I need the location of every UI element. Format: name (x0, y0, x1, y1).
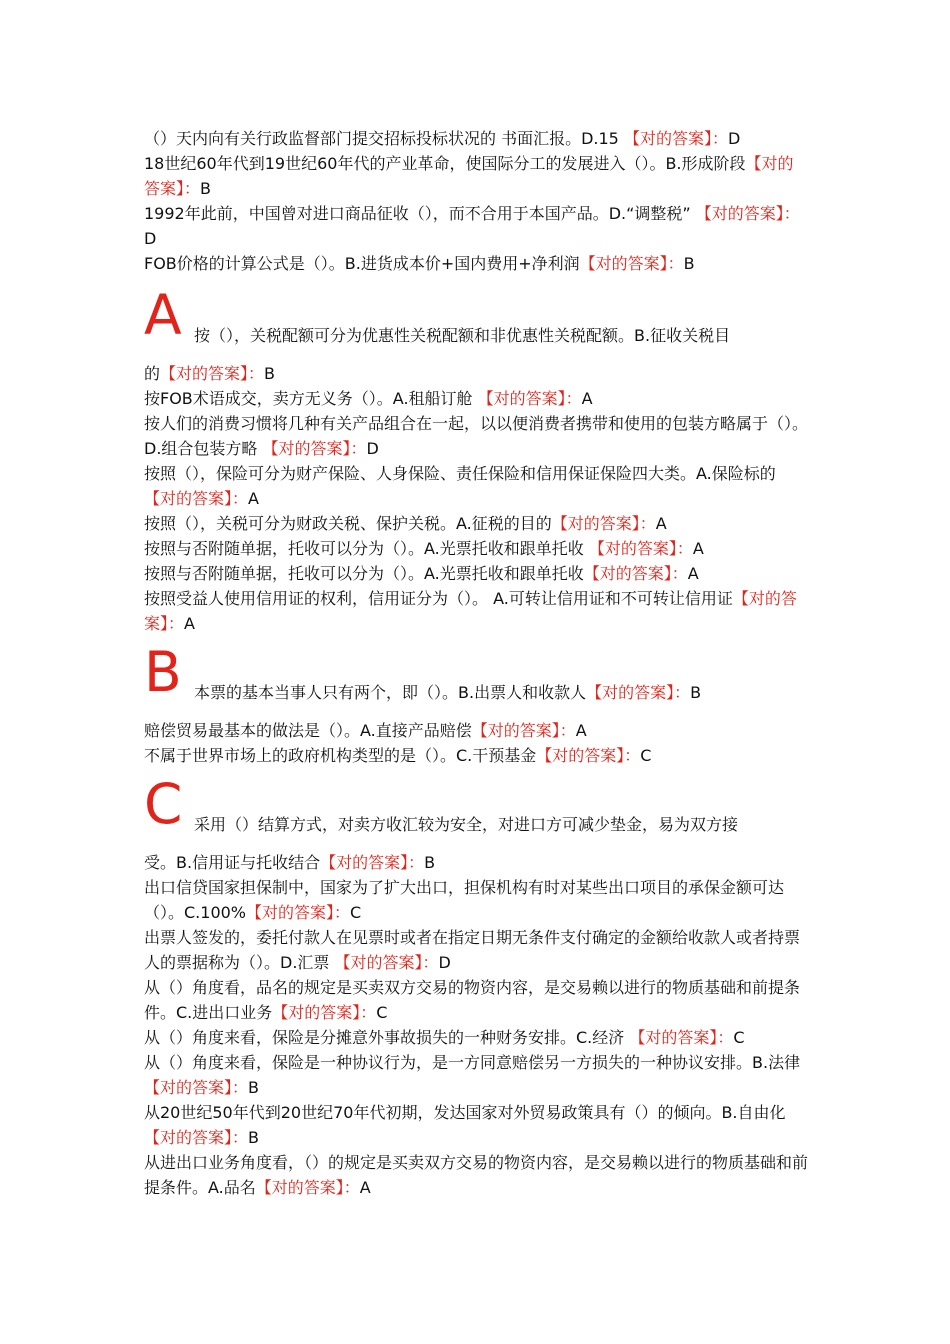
question-item: （）天内向有关行政监督部门提交招标投标状况的 书面汇报。D.15 【对的答案】：D (144, 129, 741, 148)
answer-label: 【对的答案】： (629, 1028, 734, 1047)
intro-question-list (144, 126, 809, 276)
question-item: 的【对的答案】：B (144, 364, 276, 383)
question-item: 1992年此前，中国曾对进口商品征收（），而不合用于本国产品。D.“调整税” 【对的答案】：D (144, 204, 800, 248)
answer-label: 【对的答案】： (144, 489, 249, 508)
question-item: 按照（），保险可分为财产保险、人身保险、责任保险和信用保证保险四大类。A.保险标的 【对的答案】：A (144, 464, 776, 508)
question-item: 不属于世界市场上的政府机构类型的是（）。C.干预基金【对的答案】：C (144, 746, 652, 765)
section-intro: 按（），关税配额可分为优惠性关税配额和非优惠性关税配额。B.征收关税目 (194, 326, 731, 345)
section-b-header (144, 640, 809, 707)
question-item: 按人们的消费习惯将几种有关产品组合在一起，以以便消费者携带和使用的包装方略属于（）。D.组合包装方略 【对的答案】：D (144, 414, 809, 458)
answer-label: 【对的答案】： (262, 439, 367, 458)
question-item: 按照与否附随单据，托收可以分为（）。A.光票托收和跟单托收 【对的答案】：A (144, 539, 704, 558)
document-page (144, 126, 809, 1200)
answer-label: 【对的答案】： (586, 683, 691, 702)
answer-label: 【对的答案】： (477, 389, 582, 408)
answer-label: 【对的答案】： (623, 129, 728, 148)
question-item: 按照（），关税可分为财政关税、保护关税。A.征税的目的【对的答案】：A (144, 514, 667, 533)
section-intro: 本票的基本当事人只有两个，即（）。B.出票人和收款人【对的答案】：B (194, 683, 702, 702)
section-c-header (144, 772, 809, 839)
section-intro: 采用（）结算方式，对卖方收汇较为安全，对进口方可减少垫金，易为双方接 (194, 815, 739, 834)
section-letter: C (144, 772, 183, 836)
answer-label: 【对的答案】： (695, 204, 800, 223)
answer-label: 【对的答案】： (320, 853, 425, 872)
answer-label: 【对的答案】： (471, 721, 576, 740)
answer-label: 【对的答案】： (144, 154, 794, 198)
question-item: 从20世纪50年代到20世纪70年代初期，发达国家对外贸易政策具有（）的倾向。B.自由化【对的答案】：B (144, 1103, 786, 1147)
question-item: 按照与否附随单据，托收可以分为（）。A.光票托收和跟单托收【对的答案】：A (144, 564, 699, 583)
question-item: FOB价格的计算公式是（）。B.进货成本价+国内费用+净利润【对的答案】：B (144, 254, 695, 273)
answer-label: 【对的答案】： (144, 1078, 249, 1097)
section-letter: B (144, 640, 182, 704)
answer-label: 【对的答案】： (255, 1178, 360, 1197)
question-item: 从（）角度来看，保险是分摊意外事故损失的一种财务安排。C.经济 【对的答案】：C (144, 1028, 745, 1047)
answer-label: 【对的答案】： (583, 564, 688, 583)
section-letter: A (144, 283, 182, 347)
answer-label: 【对的答案】： (536, 746, 641, 765)
answer-label: 【对的答案】： (246, 903, 351, 922)
answer-label: 【对的答案】： (579, 254, 684, 273)
answer-label: 【对的答案】： (334, 953, 439, 972)
question-item: 从（）角度来看，保险是一种协议行为，是一方同意赔偿另一方损失的一种协议安排。B.法律【对的答案】：B (144, 1053, 801, 1097)
question-item: 受。B.信用证与托收结合【对的答案】：B (144, 853, 436, 872)
answer-label: 【对的答案】： (551, 514, 656, 533)
question-item: 按照受益人使用信用证的权利，信用证分为（）。 A.可转让信用证和不可转让信用证【对的答案】：A (144, 589, 797, 633)
question-item: 从（）角度看，品名的规定是买卖双方交易的物资内容，是交易赖以进行的物质基础和前提条件。C.进出口业务【对的答案】：C (144, 978, 801, 1022)
question-item: 赔偿贸易最基本的做法是（）。A.直接产品赔偿【对的答案】：A (144, 721, 587, 740)
answer-label: 【对的答案】： (144, 589, 797, 633)
answer-label: 【对的答案】： (144, 1128, 249, 1147)
question-item: 出票人签发的，委托付款人在见票时或者在指定日期无条件支付确定的金额给收款人或者持票人的票据称为（）。D.汇票 【对的答案】：D (144, 928, 801, 972)
question-item: 按FOB术语成交，卖方无义务（）。A.租船订舱 【对的答案】：A (144, 389, 593, 408)
answer-label: 【对的答案】： (588, 539, 693, 558)
section-a-header (144, 283, 809, 350)
answer-label: 【对的答案】： (160, 364, 265, 383)
question-item: 从进出口业务角度看，（）的规定是买卖双方交易的物资内容，是交易赖以进行的物质基础和前提条件。A.品名【对的答案】：A (144, 1153, 809, 1197)
question-item: 出口信贷国家担保制中，国家为了扩大出口，担保机构有时对某些出口项目的承保金额可达（）。C.100%【对的答案】：C (144, 878, 785, 922)
answer-label: 【对的答案】： (272, 1003, 377, 1022)
question-item: 18世纪60年代到19世纪60年代的产业革命，使国际分工的发展进入（）。B.形成阶段【对的答案】：B (144, 154, 794, 198)
